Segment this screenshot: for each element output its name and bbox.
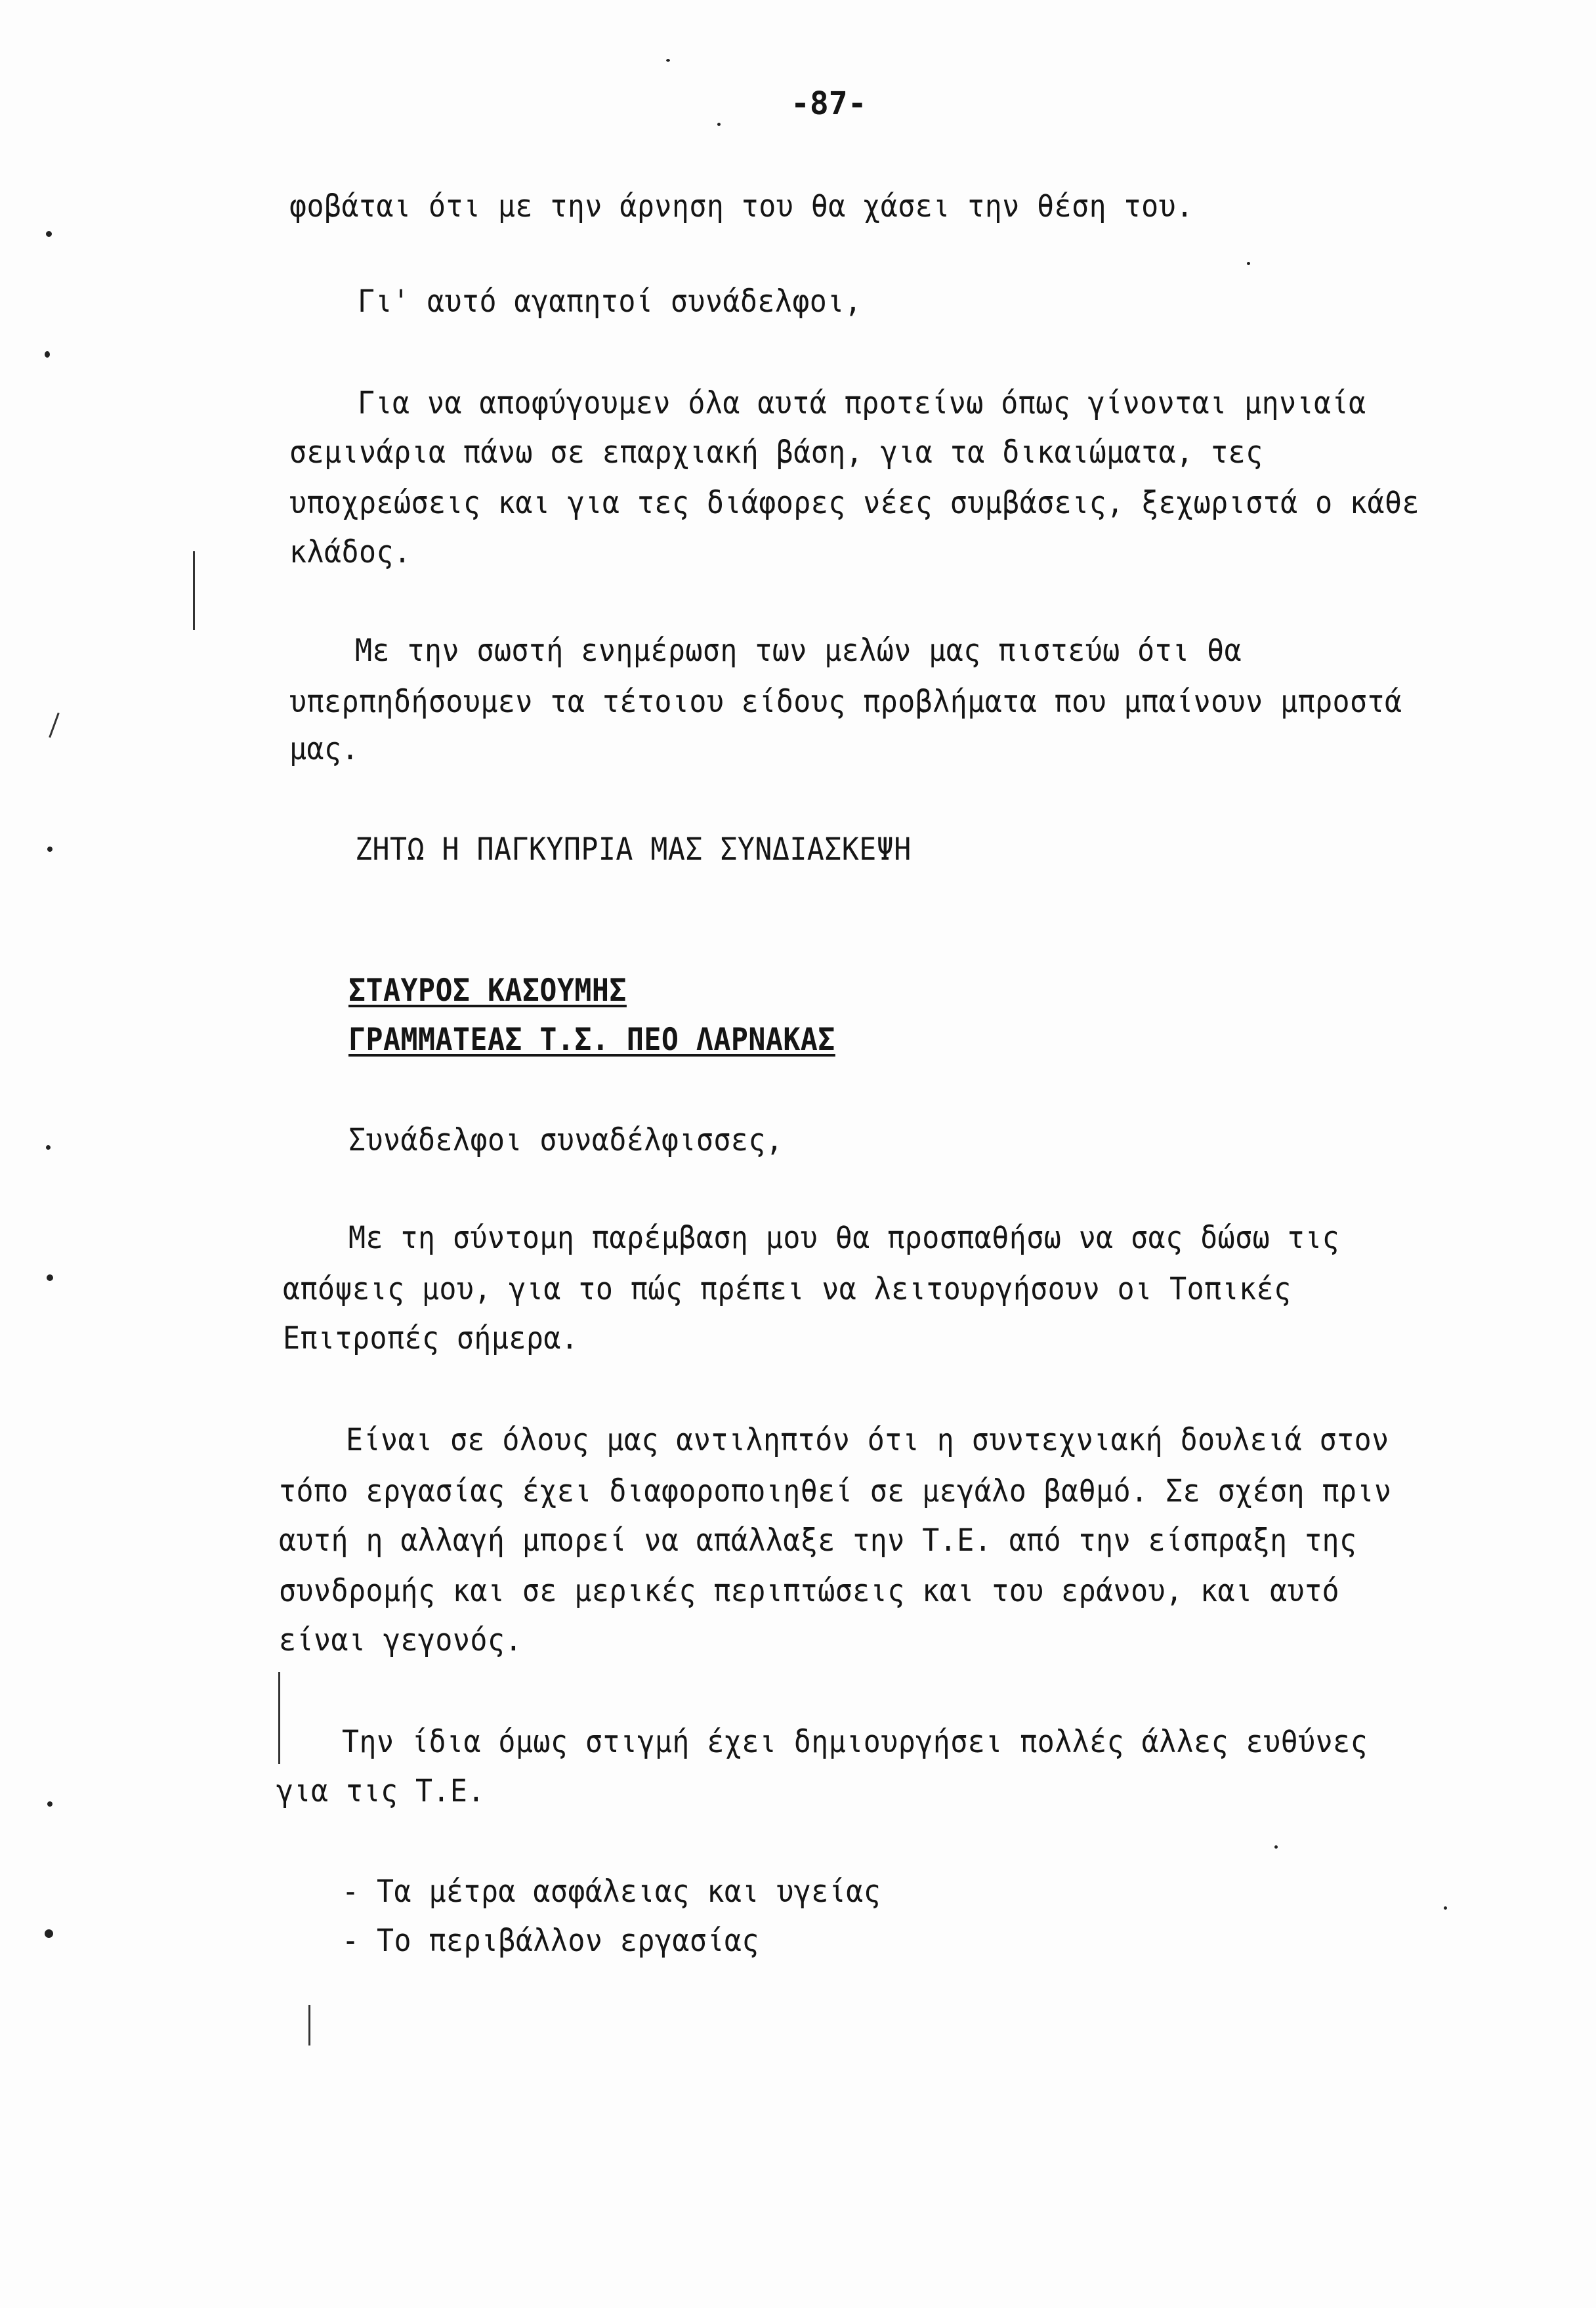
scan-speck (47, 847, 52, 852)
scan-speck (1247, 262, 1250, 265)
text-line: Με την σωστή ενημέρωση των μελών μας πιστεύω ότι θα (355, 633, 1242, 669)
scan-speck (1444, 1906, 1447, 1910)
speaker-name: ΣΤΑΥΡΟΣ ΚΑΣΟΥΜΗΣ (348, 973, 627, 1009)
text-line: φοβάται ότι με την άρνηση του θα χάσει την θέση του. (289, 188, 1194, 224)
scan-speck (1274, 1845, 1278, 1849)
margin-line (278, 1672, 280, 1764)
scan-speck (717, 123, 721, 126)
salutation-line: Συνάδελφοι συναδέλφισσες, (348, 1122, 784, 1158)
scan-speck (45, 351, 50, 358)
list-item: - Τα μέτρα ασφάλειας και υγείας (342, 1874, 881, 1910)
margin-line (193, 551, 195, 630)
text-line: Για να αποφύγουμεν όλα αυτά προτείνω όπως γίνονται μηνιαία (358, 385, 1366, 421)
list-item: - Το περιβάλλον εργασίας (342, 1923, 759, 1959)
text-line: σεμινάρια πάνω σε επαρχιακή βάση, για τα δικαιώματα, τες (289, 434, 1263, 471)
scan-speck (47, 1274, 53, 1281)
text-line: υπερπηδήσουμεν τα τέτοιου είδους προβλήματα που μπαίνουν μπροστά (289, 684, 1402, 720)
text-line: συνδρομής και σε μερικές περιπτώσεις και του εράνου, και αυτό (279, 1573, 1340, 1609)
text-line: τόπο εργασίας έχει διαφοροποιηθεί σε μεγάλο βαθμό. Σε σχέση πριν (279, 1473, 1392, 1509)
text-line: είναι γεγονός. (279, 1622, 522, 1658)
scan-speck (46, 231, 52, 237)
text-line: μας. (289, 731, 359, 767)
margin-line (308, 2005, 310, 2046)
text-line: για τις Τ.Ε. (276, 1773, 485, 1809)
slogan-line: ΖΗΤΩ Η ΠΑΓΚΥΠΡΙΑ ΜΑΣ ΣΥΝΔΙΑΣΚΕΨΗ (355, 831, 912, 868)
text-line: Με τη σύντομη παρέμβαση μου θα προσπαθήσω να σας δώσω τις (348, 1220, 1340, 1256)
text-line: κλάδος. (289, 534, 411, 570)
text-line: Είναι σε όλους μας αντιληπτόν ότι η συντεχνιακή δουλειά στον (346, 1422, 1389, 1458)
text-line: απόψεις μου, για το πώς πρέπει να λειτουργήσουν οι Τοπικές (283, 1271, 1292, 1307)
speaker-title: ΓΡΑΜΜΑΤΕΑΣ Τ.Σ. ΠΕΟ ΛΑΡΝΑΚΑΣ (348, 1022, 835, 1058)
text-line: αυτή η αλλαγή μπορεί να απάλλαξε την Τ.Ε. από την είσπραξη της (279, 1522, 1357, 1559)
scan-speck (47, 1801, 52, 1807)
scan-speck (45, 1929, 53, 1938)
greeting-line: Γι' αυτό αγαπητοί συνάδελφοι, (358, 283, 862, 320)
text-line: υποχρεώσεις και για τες διάφορες νέες συμβάσεις, ξεχωριστά ο κάθε (289, 485, 1420, 521)
scan-speck (666, 59, 670, 62)
page-number: -87- (791, 85, 867, 122)
text-line: Επιτροπές σήμερα. (283, 1320, 579, 1356)
margin-line (49, 713, 59, 738)
text-line: Την ίδια όμως στιγμή έχει δημιουργήσει πολλές άλλες ευθύνες (342, 1724, 1368, 1760)
scan-speck (46, 1145, 51, 1150)
